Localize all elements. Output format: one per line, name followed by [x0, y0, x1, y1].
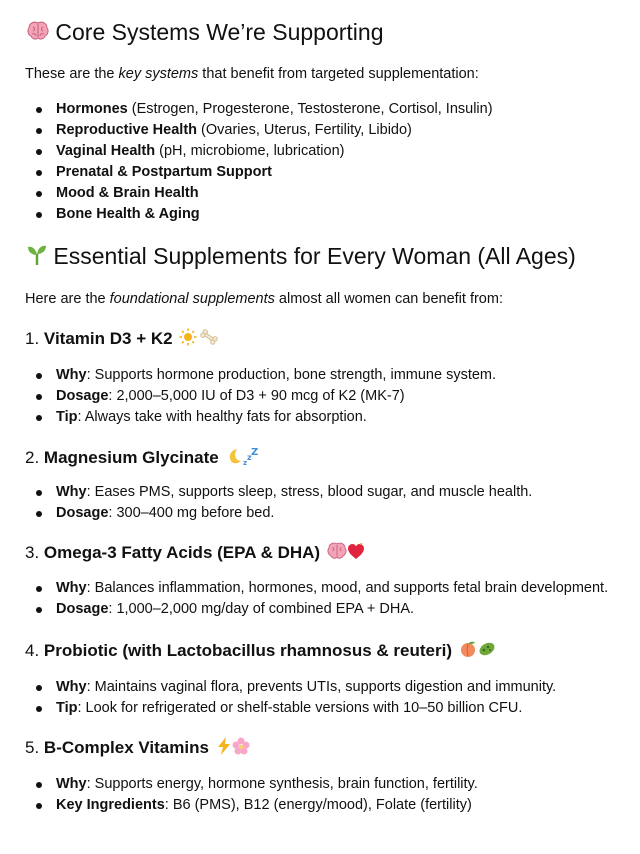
list-item: Vaginal Health (pH, microbiome, lubrication) [0, 141, 493, 162]
lightning-icon [216, 737, 232, 760]
list-item: Why: Supports energy, hormone synthesis, brain function, fertility. [0, 774, 478, 795]
list-item: Why: Maintains vaginal flora, prevents UTIs, supports digestion and immunity. [0, 677, 556, 698]
svg-text:z: z [247, 453, 253, 462]
svg-text:Z: Z [251, 447, 259, 458]
list-item: Key Ingredients: B6 (PMS), B12 (energy/mood), Folate (fertility) [0, 795, 478, 816]
list-item: Dosage: 2,000–5,000 IU of D3 + 90 mcg of K2 (MK-7) [0, 386, 496, 407]
list-item: Why: Balances inflammation, hormones, mood, and supports fetal brain development. [0, 578, 608, 599]
supplement-heading-2: 2. Magnesium Glycinate z z Z [25, 446, 259, 471]
core-systems-intro: These are the key systems that benefit from targeted supplementation: [25, 66, 479, 82]
microbe-icon [477, 640, 497, 663]
supplement-heading-3: 3. Omega-3 Fatty Acids (EPA & DHA) [25, 542, 365, 565]
moon-icon [225, 447, 243, 470]
list-item: Mood & Brain Health [0, 183, 493, 204]
sun-icon [179, 328, 197, 351]
essential-intro: Here are the foundational supplements almost all women can benefit from: [25, 291, 503, 307]
supplement-heading-4: 4. Probiotic (with Lactobacillus rhamnosus & reuteri) [25, 640, 497, 663]
list-item: Tip: Look for refrigerated or shelf-stable versions with 10–50 billion CFU. [0, 698, 556, 719]
blossom-icon [232, 737, 250, 760]
brain-icon [327, 542, 347, 565]
seedling-icon [27, 244, 47, 272]
supplement-4-points [0, 677, 556, 719]
core-systems-title: Core Systems We’re Supporting [55, 19, 384, 45]
bone-icon [199, 328, 219, 351]
list-item: Bone Health & Aging [0, 204, 493, 225]
svg-text:z: z [243, 459, 248, 466]
zzz-icon [243, 446, 259, 471]
essential-supplements-heading [25, 243, 576, 272]
brain-icon [27, 20, 49, 47]
supplement-1-points [0, 365, 496, 428]
list-item: Why: Supports hormone production, bone strength, immune system. [0, 365, 496, 386]
supplement-5-points [0, 774, 478, 816]
list-item: Tip: Always take with healthy fats for absorption. [0, 407, 496, 428]
heart-icon [347, 543, 365, 565]
list-item: Why: Eases PMS, supports sleep, stress, blood sugar, and muscle health. [0, 482, 532, 503]
supplement-heading-1: 1. Vitamin D3 + K2 [25, 328, 219, 351]
list-item: Hormones (Estrogen, Progesterone, Testosterone, Cortisol, Insulin) [0, 99, 493, 120]
supplement-heading-5: 5. B-Complex Vitamins [25, 737, 250, 760]
core-systems-heading [25, 19, 384, 47]
core-systems-list [0, 99, 493, 225]
peach-icon [459, 640, 477, 663]
list-item: Dosage: 300–400 mg before bed. [0, 503, 532, 524]
essential-supplements-title: Essential Supplements for Every Woman (All Ages) [53, 243, 576, 269]
supplement-3-points [0, 578, 608, 620]
supplement-2-points [0, 482, 532, 524]
list-item: Prenatal & Postpartum Support [0, 162, 493, 183]
list-item: Reproductive Health (Ovaries, Uterus, Fertility, Libido) [0, 120, 493, 141]
list-item: Dosage: 1,000–2,000 mg/day of combined EPA + DHA. [0, 599, 608, 620]
